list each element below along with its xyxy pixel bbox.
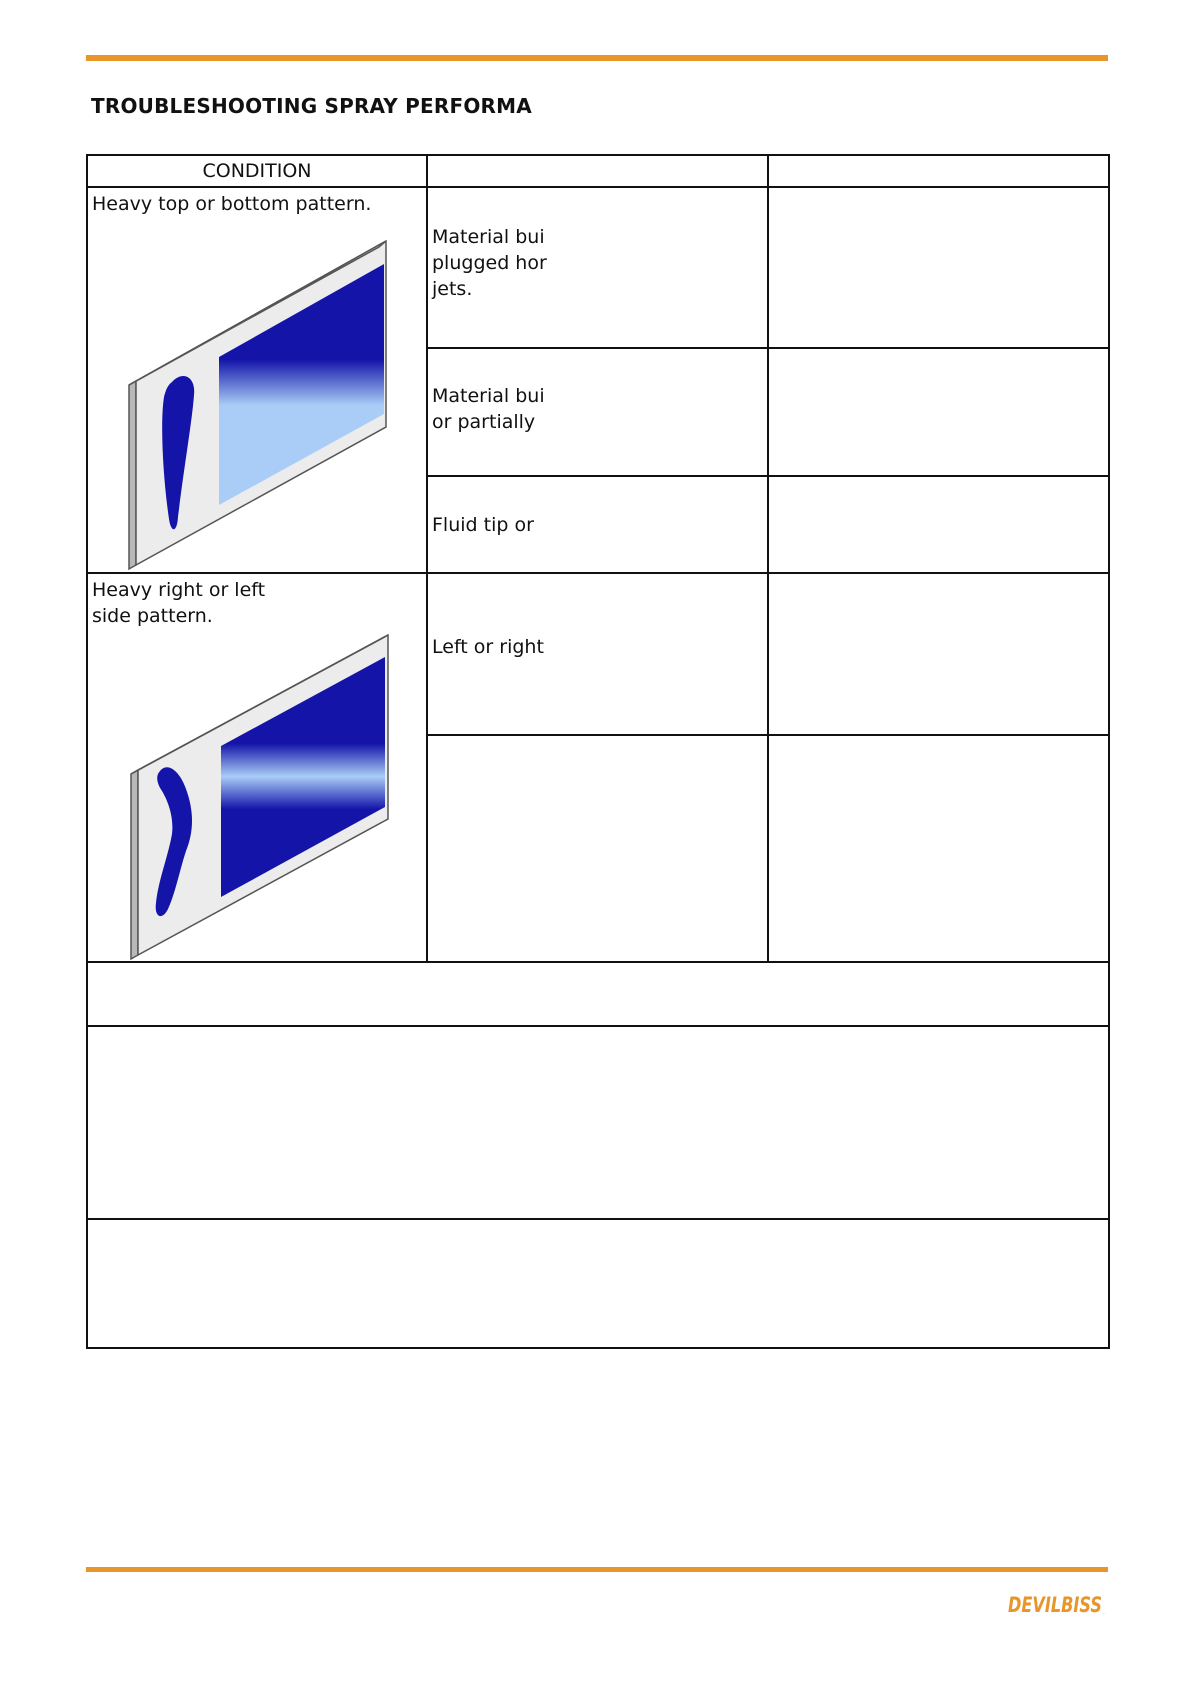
full-width-cell: [87, 1026, 1109, 1219]
cause-cell: [427, 735, 768, 962]
remedy-cell: [768, 348, 1109, 476]
cause-cell: [427, 187, 768, 348]
cause-text: Material bui plugged hor jets.: [432, 226, 547, 300]
remedy-cell: [768, 476, 1109, 573]
table-row: [87, 1026, 1109, 1219]
condition-text-1: Heavy top or bottom pattern.: [92, 193, 372, 215]
cause-text: Left or right: [432, 636, 544, 658]
header-remedy: [768, 155, 1109, 187]
remedy-cell: [768, 735, 1109, 962]
table-header-row: [87, 155, 1109, 187]
svg-text:.: .: [1103, 1609, 1105, 1616]
cause-text: Material bui or partially: [432, 385, 545, 433]
cause-cell: [427, 476, 768, 573]
remedy-cell: [768, 573, 1109, 735]
full-width-cell: [87, 1219, 1109, 1348]
header-condition: CONDITION: [87, 155, 427, 187]
table-row: [87, 1219, 1109, 1348]
page-title: TROUBLESHOOTING SPRAY PERFORMA: [91, 94, 532, 118]
cause-cell: [427, 348, 768, 476]
table-row: [87, 962, 1109, 1026]
header-rule: [86, 55, 1108, 61]
condition-cell-2: [87, 573, 427, 962]
footer-rule: [86, 1567, 1108, 1572]
condition-text-2: Heavy right or left side pattern.: [92, 579, 266, 627]
header-cause: [427, 155, 768, 187]
heavy-top-pattern-illustration: [88, 217, 426, 571]
troubleshooting-table: [86, 154, 1110, 1349]
svg-text:DEVILBISS: DEVILBISS: [1008, 1593, 1102, 1617]
table-row: [87, 187, 1109, 348]
cause-cell: [427, 573, 768, 735]
full-width-cell: [87, 962, 1109, 1026]
table-row: [87, 573, 1109, 735]
heavy-side-pattern-illustration: [88, 629, 426, 961]
devilbiss-logo: [1008, 1590, 1108, 1618]
remedy-cell: [768, 187, 1109, 348]
cause-text: Fluid tip or: [432, 513, 534, 536]
condition-cell-1: [87, 187, 427, 573]
